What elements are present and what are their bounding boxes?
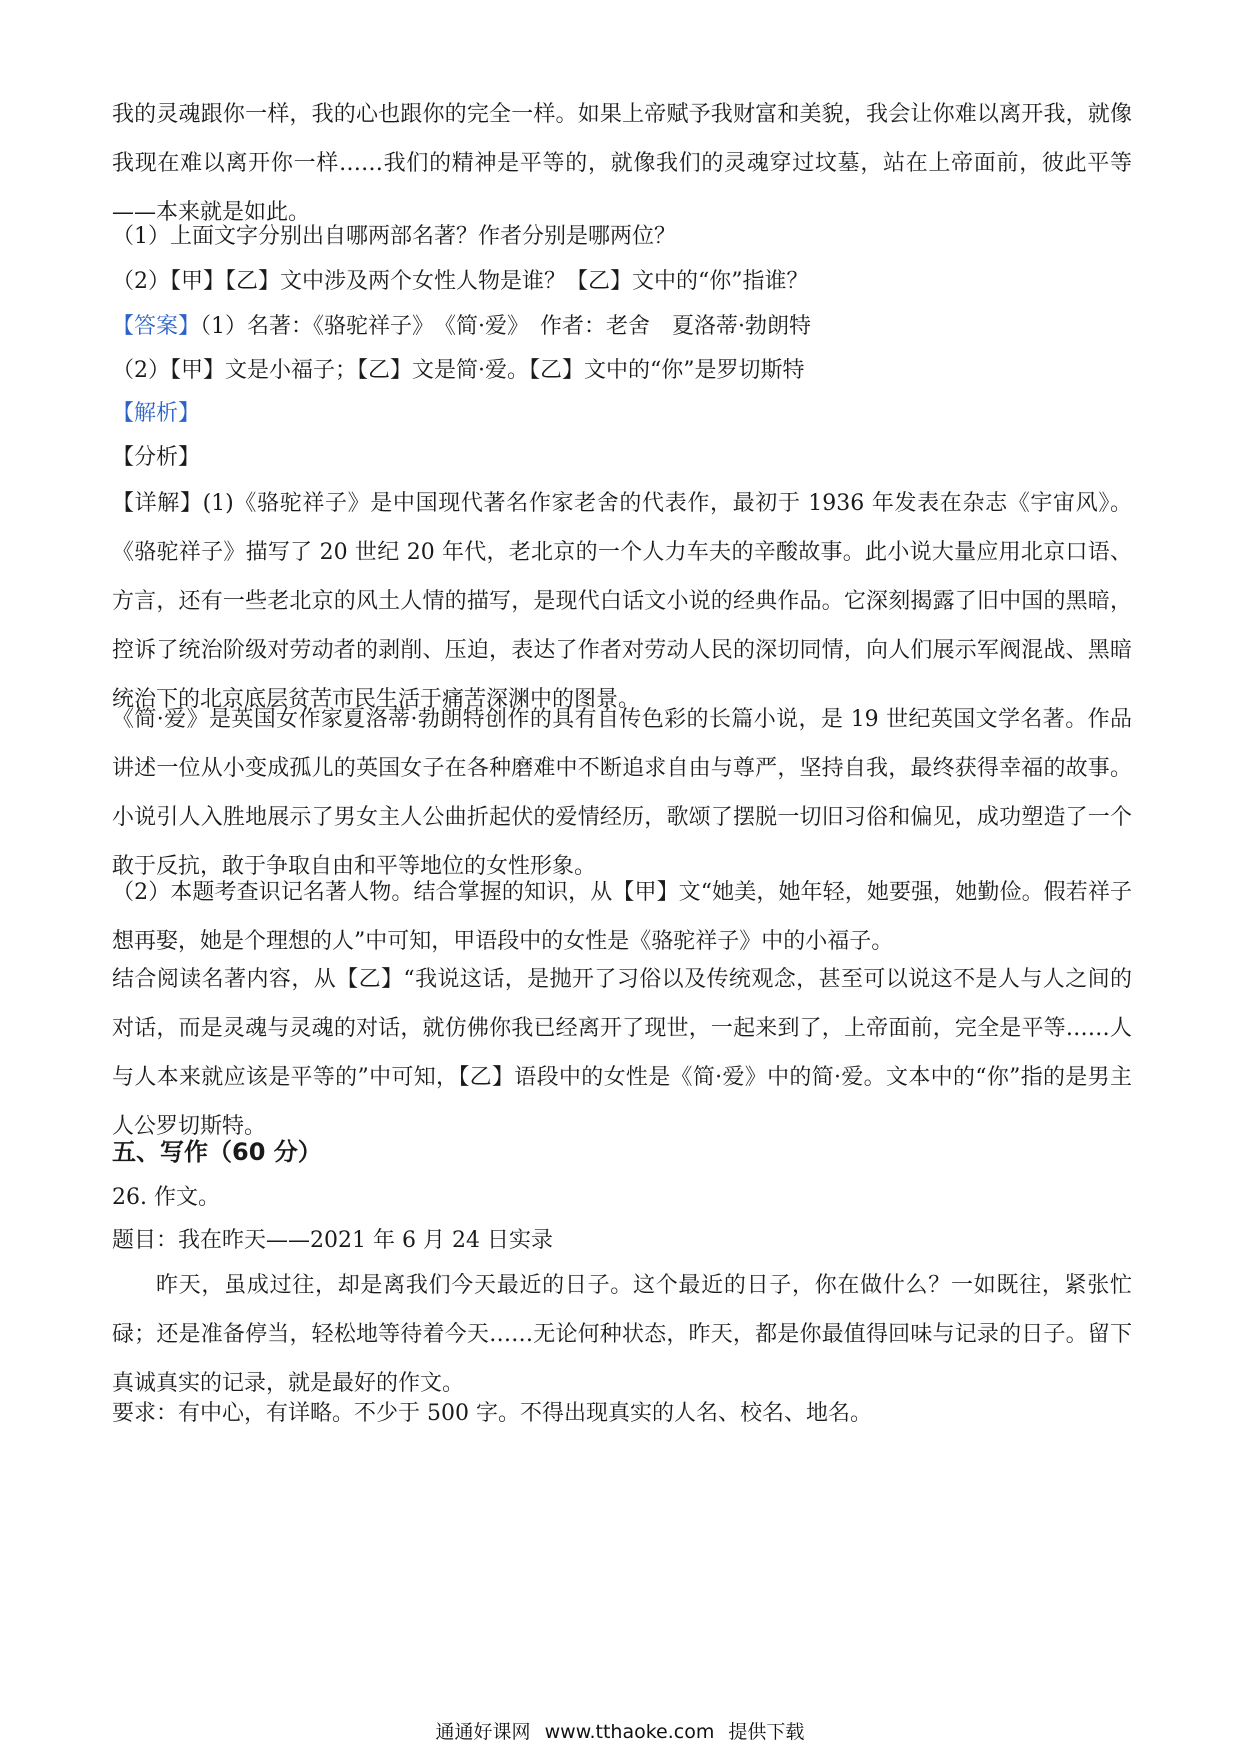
detail-paragraph-3: （2）本题考查识记名著人物。结合掌握的知识，从【甲】文“她美，她年轻，她要强，她勤俭。假若祥子想再娶，她是个理想的人”中可知，甲语段中的女性是《骆驼祥子》中的小福子。 (112, 880, 1132, 954)
answer-line-1 (112, 312, 1132, 342)
footer-url[interactable]: www.tthaoke.com (544, 1721, 715, 1743)
analysis-label: 【解析】 (112, 401, 201, 426)
footer-site-name: 通通好课网 (435, 1721, 531, 1743)
detail-paragraph-4: 结合阅读名著内容，从【乙】“我说这话，是抛开了习俗以及传统观念，甚至可以说这不是人与人之间的对话，而是灵魂与灵魂的对话，就仿佛你我已经离开了现世，一起来到了，上帝面前，完全是平等……人与人本来就应该是平等的”中可知，【乙】语段中的女性是《简·爱》中的简·爱。文本中的“你”指的是男主人公罗切斯特。 (112, 967, 1132, 1139)
question-2: （2）【甲】【乙】文中涉及两个女性人物是谁？【乙】文中的“你”指谁？ (112, 269, 809, 294)
writing-prompt: 昨天，虽成过往，却是离我们今天最近的日子。这个最近的日子，你在做什么？一如既往，紧张忙碌；还是准备停当，轻松地等待着今天……无论何种状态，昨天，都是你最值得回味与记录的日子。留下真诚真实的记录，就是最好的作文。 (112, 1273, 1132, 1396)
detail-paragraph-1: 【详解】(1)《骆驼祥子》是中国现代著名作家老舍的代表作，最初于 1936 年发表在杂志《宇宙风》。《骆驼祥子》描写了 20 世纪 20 年代，老北京的一个人力车夫的辛酸故事。此小说大量应用北京口语、方言，还有一些老北京的风土人情的描写，是现代白话文小说的经典作品。它深刻揭露了旧中国的黑暗，控诉了统治阶级对劳动者的剥削、压迫，表达了作者对劳动人民的深切同情，向人们展示军阀混战、黑暗统治下的北京底层贫苦市民生活于痛苦深渊中的图景。 (112, 491, 1132, 712)
page-footer (0, 1720, 1240, 1744)
writing-topic: 题目：我在昨天——2021 年 6 月 24 日实录 (112, 1228, 553, 1253)
writing-requirements: 要求：有中心，有详略。不少于 500 字。不得出现真实的人名、校名、地名。 (112, 1401, 872, 1426)
writing-question-number: 26. 作文。 (112, 1185, 220, 1210)
detail-paragraph-2: 《简·爱》是英国女作家夏洛蒂·勃朗特创作的具有自传色彩的长篇小说，是 19 世纪英国文学名著。作品讲述一位从小变成孤儿的英国女子在各种磨难中不断追求自由与尊严，坚持自我，最终获得幸福的故事。小说引人入胜地展示了男女主人公曲折起伏的爱情经历，歌颂了摆脱一切旧习俗和偏见，成功塑造了一个敢于反抗，敢于争取自由和平等地位的女性形象。 (112, 707, 1132, 879)
writing-section-title: 五、写作（60 分） (112, 1138, 322, 1166)
question-1: （1）上面文字分别出自哪两部名著？作者分别是哪两位？ (112, 224, 676, 249)
answer-label: 【答案】 (112, 314, 201, 339)
passage-yi-continued: 我的灵魂跟你一样，我的心也跟你的完全一样。如果上帝赋予我财富和美貌，我会让你难以离开我，就像我现在难以离开你一样……我们的精神是平等的，就像我们的灵魂穿过坟墓，站在上帝面前，彼此平等——本来就是如此。 (112, 102, 1132, 225)
answer-line-2: （2）【甲】文是小福子；【乙】文是简·爱。【乙】文中的“你”是罗切斯特 (112, 358, 805, 383)
answer-text-1: （1）名著：《骆驼祥子》 《简·爱》 作者：老舍 夏洛蒂·勃朗特 (200, 314, 812, 339)
footer-tail: 提供下载 (728, 1721, 805, 1743)
analysis-sub-label: 【分析】 (112, 445, 201, 470)
